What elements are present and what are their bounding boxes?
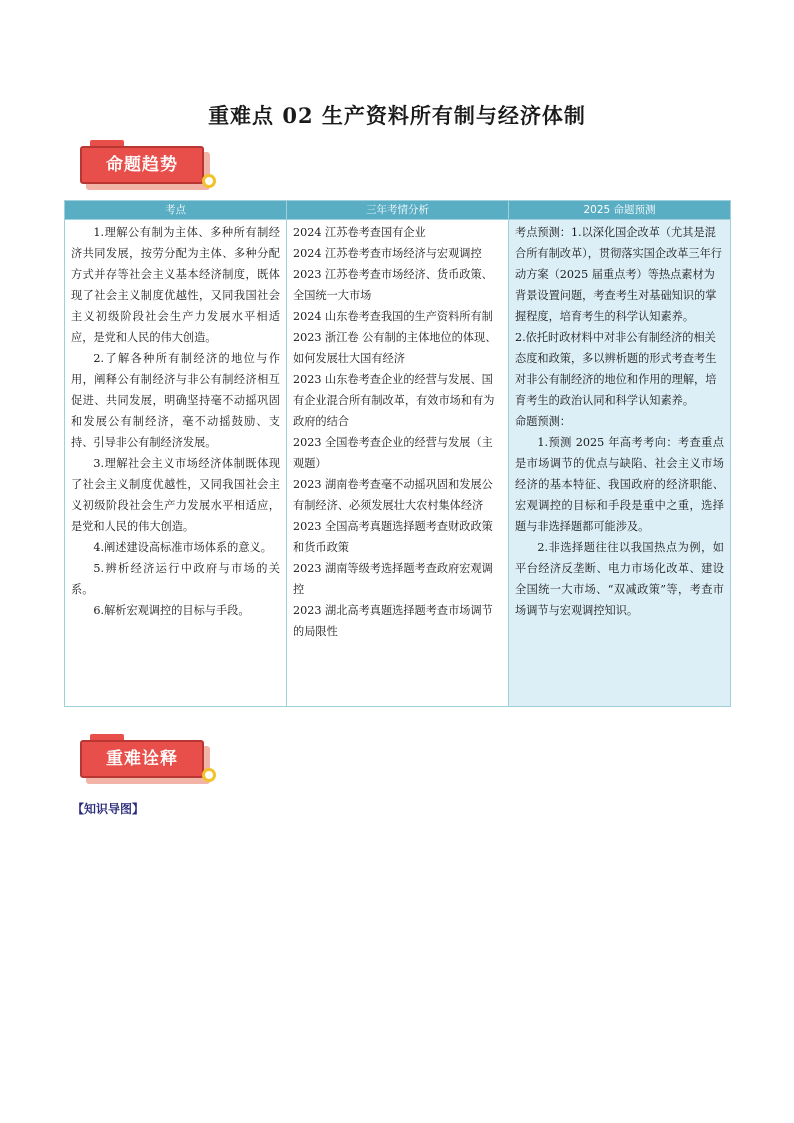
ring-icon (202, 174, 216, 188)
analysis-item: 2023 全国卷考查企业的经营与发展（主观题） (293, 436, 493, 470)
analysis-item: 2023 湖北高考真题选择题考查市场调节的局限性 (293, 604, 493, 638)
badge-trend-label: 命题趋势 (106, 155, 178, 175)
forecast-item: 命题预测： (515, 415, 571, 428)
cell-forecast (509, 220, 731, 707)
point-item: 1.理解公有制为主体、多种所有制经济共同发展，按劳分配为主体、多种分配方式并存等社会主义基本经济制度，既体现了社会主义制度优越性，又同我国社会主义初级阶段社会生产力发展水平相适应，是党和人民的伟大创造。 (71, 226, 280, 344)
cell-points (65, 220, 287, 707)
analysis-item: 2023 湖南等级考选择题考查政府宏观调控 (293, 562, 493, 596)
analysis-item: 2024 江苏卷考查市场经济与宏观调控 (293, 247, 482, 260)
badge-trend (80, 146, 212, 190)
forecast-item: 1.预测 2025 年高考考向：考查重点是市场调节的优点与缺陷、社会主义市场经济的基本特征、我国政府的经济职能、宏观调控的目标和手段是重中之重，选择题与非选择题都可能涉及。 (515, 436, 724, 533)
point-item: 3.理解社会主义市场经济体制既体现了社会主义制度优越性，又同我国社会主义初级阶段社会生产力发展水平相适应，是党和人民的伟大创造。 (71, 457, 280, 533)
analysis-item: 2023 全国高考真题选择题考查财政政策和货币政策 (293, 520, 493, 554)
point-item: 5.辨析经济运行中政府与市场的关系。 (71, 562, 280, 596)
analysis-item: 2023 江苏卷考查市场经济、货币政策、全国统一大市场 (293, 268, 493, 302)
analysis-item: 2024 山东卷考查我国的生产资料所有制 (293, 310, 493, 323)
forecast-item: 2.依托时政材料中对非公有制经济的相关态度和政策，多以辨析题的形式考查考生对非公有制经济的地位和作用的理解，培育考生的政治认同和科学认知素养。 (515, 331, 717, 407)
ring-icon (202, 768, 216, 782)
analysis-item: 2023 湖南卷考查毫不动摇巩固和发展公有制经济、必须发展壮大农村集体经济 (293, 478, 493, 512)
header-points: 考点 (65, 201, 287, 220)
table-row (65, 220, 731, 707)
analysis-item: 2024 江苏卷考查国有企业 (293, 226, 426, 239)
forecast-item: 考点预测：1.以深化国企改革（尤其是混合所有制改革），贯彻落实国企改革三年行动方案（2025 届重点考）等热点素材为背景设置问题，考查考生对基础知识的掌握程度，培育考生的科学认知素养。 (515, 226, 722, 323)
trend-table (64, 200, 731, 707)
section-label-mindmap: 【知识导图】 (72, 802, 145, 816)
header-forecast: 2025 命题预测 (509, 201, 731, 220)
point-item: 6.解析宏观调控的目标与手段。 (93, 604, 250, 617)
page-title: 重难点 02 生产资料所有制与经济体制 (208, 103, 586, 128)
header-analysis: 三年考情分析 (287, 201, 509, 220)
badge-explain-label: 重难诠释 (106, 749, 178, 769)
badge-explain (80, 740, 212, 784)
table-header-row (65, 201, 731, 220)
analysis-item: 2023 浙江卷 公有制的主体地位的体现、如何发展壮大国有经济 (293, 331, 497, 365)
analysis-item: 2023 山东卷考查企业的经营与发展、国有企业混合所有制改革，有效市场和有为政府的结合 (293, 373, 495, 428)
point-item: 2.了解各种所有制经济的地位与作用，阐释公有制经济与非公有制经济相互促进、共同发展，明确坚持毫不动摇巩固和发展公有制经济，毫不动摇鼓励、支持、引导非公有制经济发展。 (71, 352, 280, 449)
forecast-item: 2.非选择题往往以我国热点为例，如平台经济反垄断、电力市场化改革、建设全国统一大市场、“双减政策”等，考查市场调节与宏观调控知识。 (515, 541, 724, 617)
cell-analysis (287, 220, 509, 707)
point-item: 4.阐述建设高标准市场体系的意义。 (93, 541, 272, 554)
